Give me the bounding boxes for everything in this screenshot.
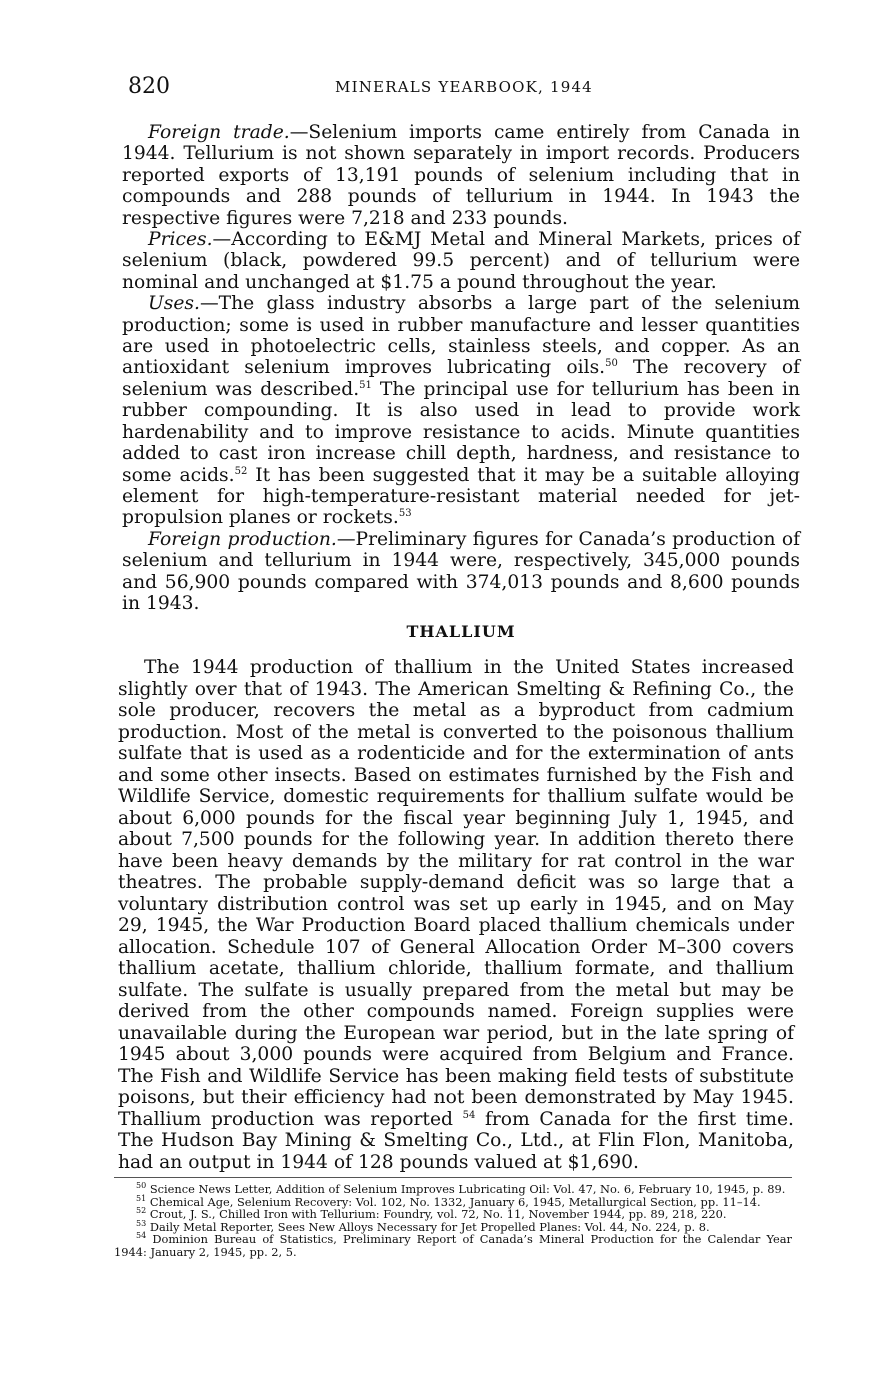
- footnote-text: Dominion Bureau of Statistics, Preliminary Report of Canada’s Mineral Production for the Calendar Year 1944: January 2, 1945, pp. 2, 5.: [114, 1232, 792, 1259]
- page-header: [128, 74, 800, 104]
- footnote-number: 54: [136, 1231, 147, 1241]
- paragraph-foreign-trade: [122, 122, 800, 229]
- footnote-ref: 53: [398, 508, 412, 520]
- runin-heading: Foreign trade.: [148, 122, 290, 143]
- thallium-text: [118, 657, 794, 1173]
- paragraph-text: —According to E&MJ Metal and Mineral Markets, prices of selenium (black, powdered 99.5 percent) and of tellurium were nominal and unchanged at $1.75 a pound throughout the year.: [122, 229, 800, 293]
- paragraph-text: from Canada for the first time. The Hudson Bay Mining & Smelting Co., Ltd., at Flin Flon, Manitoba, had an output in 1944 of 128 pounds valued at $1,690.: [118, 1108, 794, 1173]
- footnote-text: Science News Letter, Addition of Selenium Improves Lubricating Oil: Vol. 47, No. 6, February 10, 1945, p. 89.: [149, 1182, 786, 1196]
- footnote-ref: 51: [359, 379, 372, 391]
- paragraph-text: The 1944 production of thallium in the United States increased slightly over that of 1943. The American Smelting & Refining Co., the sole producer, recovers the metal as a byproduct from cadmium production. Most of the metal is converted to the poisonous thallium sulfate that is used as a rodenticide and for the extermination of ants and some other insects. Based on estimates furnished by the Fish and Wildlife Service, domestic requirements for thallium sulfate would be about 6,000 pounds for the fiscal year beginning July 1, 1945, and about 7,500 pounds for the following year. In addition thereto there have been heavy demands by the military for rat control in the war theatres. The probable supply-demand deficit was so large that a voluntary distribution control was set up early in 1945, and on May 29, 1945, the War Production Board placed thallium chemicals under allocation. Schedule 107 of General Allocation Order M–300 covers thallium acetate, thallium chloride, thallium formate, and thallium sulfate. The sulfate is usually prepared from the metal but may be derived from the other compounds named. Foreign supplies were unavailable during the European war period, but in the late spring of 1945 about 3,000 pounds were acquired from Belgium and France. The Fish and Wildlife Service has been making field tests of substitute poisons, but their efficiency had not been demonstrated by May 1945. Thallium production was reported: [118, 657, 794, 1130]
- footnote-divider: [114, 1177, 792, 1178]
- footnote-ref: 54: [462, 1109, 476, 1121]
- paragraph-text: —The glass industry absorbs a large part of the selenium production; some is used in rubber manufacture and lesser quantities are used in photoelectric cells, stainless steels, and copper. As an antioxidant selenium improves lubricating oils.: [122, 293, 800, 379]
- paragraph-foreign-production: [122, 529, 800, 615]
- selenium-tellurium-text: [122, 122, 800, 614]
- runin-heading: Foreign production.: [148, 528, 337, 550]
- runin-heading: Uses.: [148, 293, 200, 315]
- paragraph-text: It has been suggested that it may be a suitable alloying element for high-temperature-resistant material needed for jet-propulsion planes or rockets.: [122, 464, 800, 529]
- paragraph-thallium: [118, 657, 794, 1173]
- footnote-ref: 52: [234, 465, 248, 477]
- paragraph-uses: [122, 293, 800, 528]
- footnote: [114, 1233, 792, 1258]
- page-number: 820: [128, 74, 170, 99]
- footnote-ref: 50: [605, 358, 618, 370]
- paragraph-text: —Selenium imports came entirely from Canada in 1944. Tellurium is not shown separately in import records. Producers reported exports of 13,191 pounds of selenium including that in compounds and 288 pounds of tellurium in 1944. In 1943 the respective figures were 7,218 and 233 pounds.: [122, 122, 800, 229]
- footnote-number: 51: [136, 1193, 147, 1203]
- footnotes: [114, 1183, 792, 1259]
- runin-heading: Prices.: [148, 229, 213, 251]
- paragraph-prices: [122, 229, 800, 293]
- running-title: MINERALS YEARBOOK, 1944: [335, 78, 593, 96]
- footnote-text: Chemical Age, Selenium Recovery: Vol. 102, No. 1332, January 6, 1945, Metallurgical Section, pp. 11–14.: [149, 1194, 761, 1209]
- section-heading-thallium: THALLIUM: [406, 622, 516, 641]
- paragraph-text: The principal use for tellurium has been in rubber compounding. It is also used in lead to provide work hardenability and to improve resistance to acids. Minute quantities added to cast iron increase chill depth, hardness, and resistance to some acids.: [122, 378, 800, 486]
- footnote-text: Crout, J. S., Chilled Iron with Tellurium: Foundry, vol. 72, No. 11, November 1944, pp. 89, 218, 220.: [149, 1207, 727, 1222]
- footnote-text: Daily Metal Reporter, Sees New Alloys Necessary for Jet Propelled Planes: Vol. 44, No. 224, p. 8.: [149, 1219, 710, 1234]
- footnote-number: 53: [136, 1218, 147, 1228]
- paragraph-text: The recovery of selenium was described.: [122, 357, 800, 400]
- paragraph-text: —Preliminary figures for Canada’s production of selenium and tellurium in 1944 were, respectively, 345,000 pounds and 56,900 pounds compared with 374,013 pounds and 8,600 pounds in 1943.: [122, 528, 800, 614]
- footnote-number: 52: [136, 1206, 147, 1216]
- footnote-number: 50: [136, 1181, 147, 1191]
